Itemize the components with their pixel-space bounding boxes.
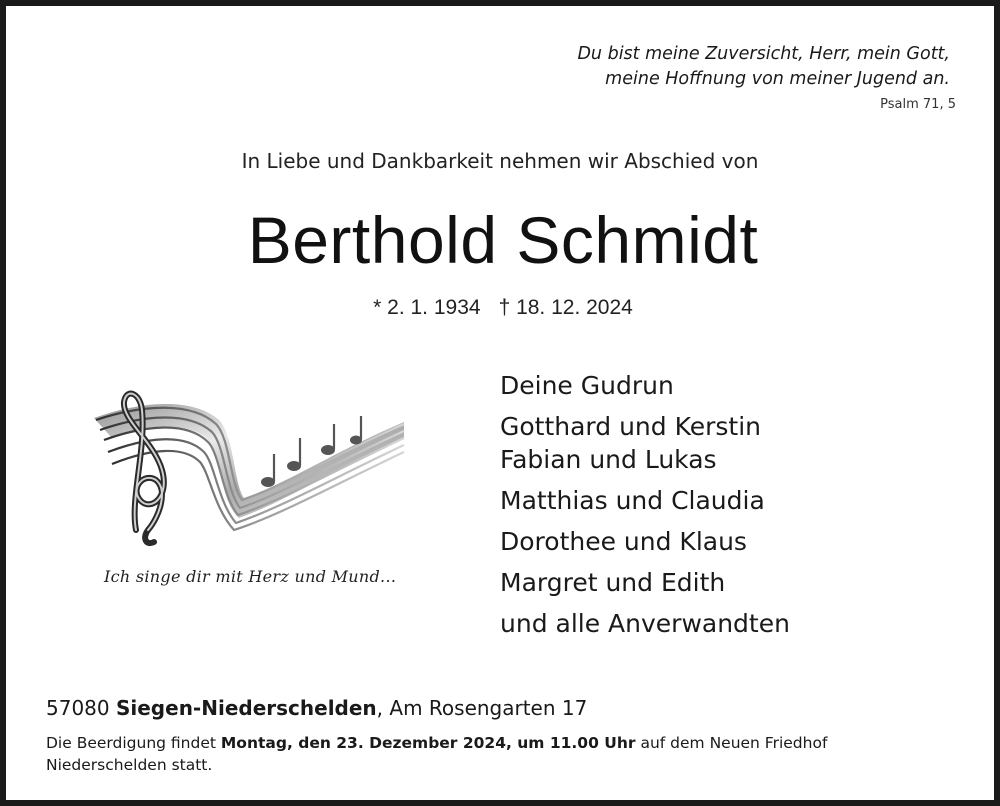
funeral-date-time: Montag, den 23. Dezember 2024, um 11.00 Uhr	[220, 734, 636, 752]
mourner-item: Margret und Edith	[500, 568, 726, 597]
mourner-item: Gotthard und Kerstin	[500, 412, 762, 441]
treble-clef-music-staff-icon	[84, 380, 414, 550]
postcode: 57080	[46, 696, 110, 720]
street: , Am Rosengarten 17	[376, 696, 588, 720]
birth-date: * 2. 1. 1934	[373, 296, 481, 319]
motto-text: Ich singe dir mit Herz und Mund...	[104, 567, 397, 586]
funeral-suffix: auf dem Neuen Friedhof Niederschelden statt.	[46, 734, 828, 774]
mourner-list	[500, 370, 790, 639]
verse-line-1: Du bist meine Zuversicht, Herr, mein Gott,	[577, 44, 950, 64]
mourner-item: Deine Gudrun	[500, 371, 674, 400]
funeral-notice	[46, 732, 926, 776]
city: Siegen-Niederschelden	[115, 696, 377, 720]
verse-reference: Psalm 71, 5	[880, 97, 956, 112]
deceased-name: Berthold Schmidt	[247, 203, 759, 277]
mourner-item: Fabian und Lukas	[500, 445, 717, 474]
address-line	[46, 696, 587, 720]
life-dates	[6, 296, 1000, 320]
mourner-item: Matthias und Claudia	[500, 486, 765, 515]
mourner-item: und alle Anverwandten	[500, 609, 790, 638]
verse-line-2: meine Hoffnung von meiner Jugend an.	[605, 69, 950, 89]
mourner-item: Dorothee und Klaus	[500, 527, 747, 556]
death-date: † 18. 12. 2024	[498, 296, 633, 319]
intro-text: In Liebe und Dankbarkeit nehmen wir Abschied von	[241, 149, 759, 173]
funeral-prefix: Die Beerdigung findet	[46, 734, 221, 752]
bible-verse	[577, 42, 950, 92]
